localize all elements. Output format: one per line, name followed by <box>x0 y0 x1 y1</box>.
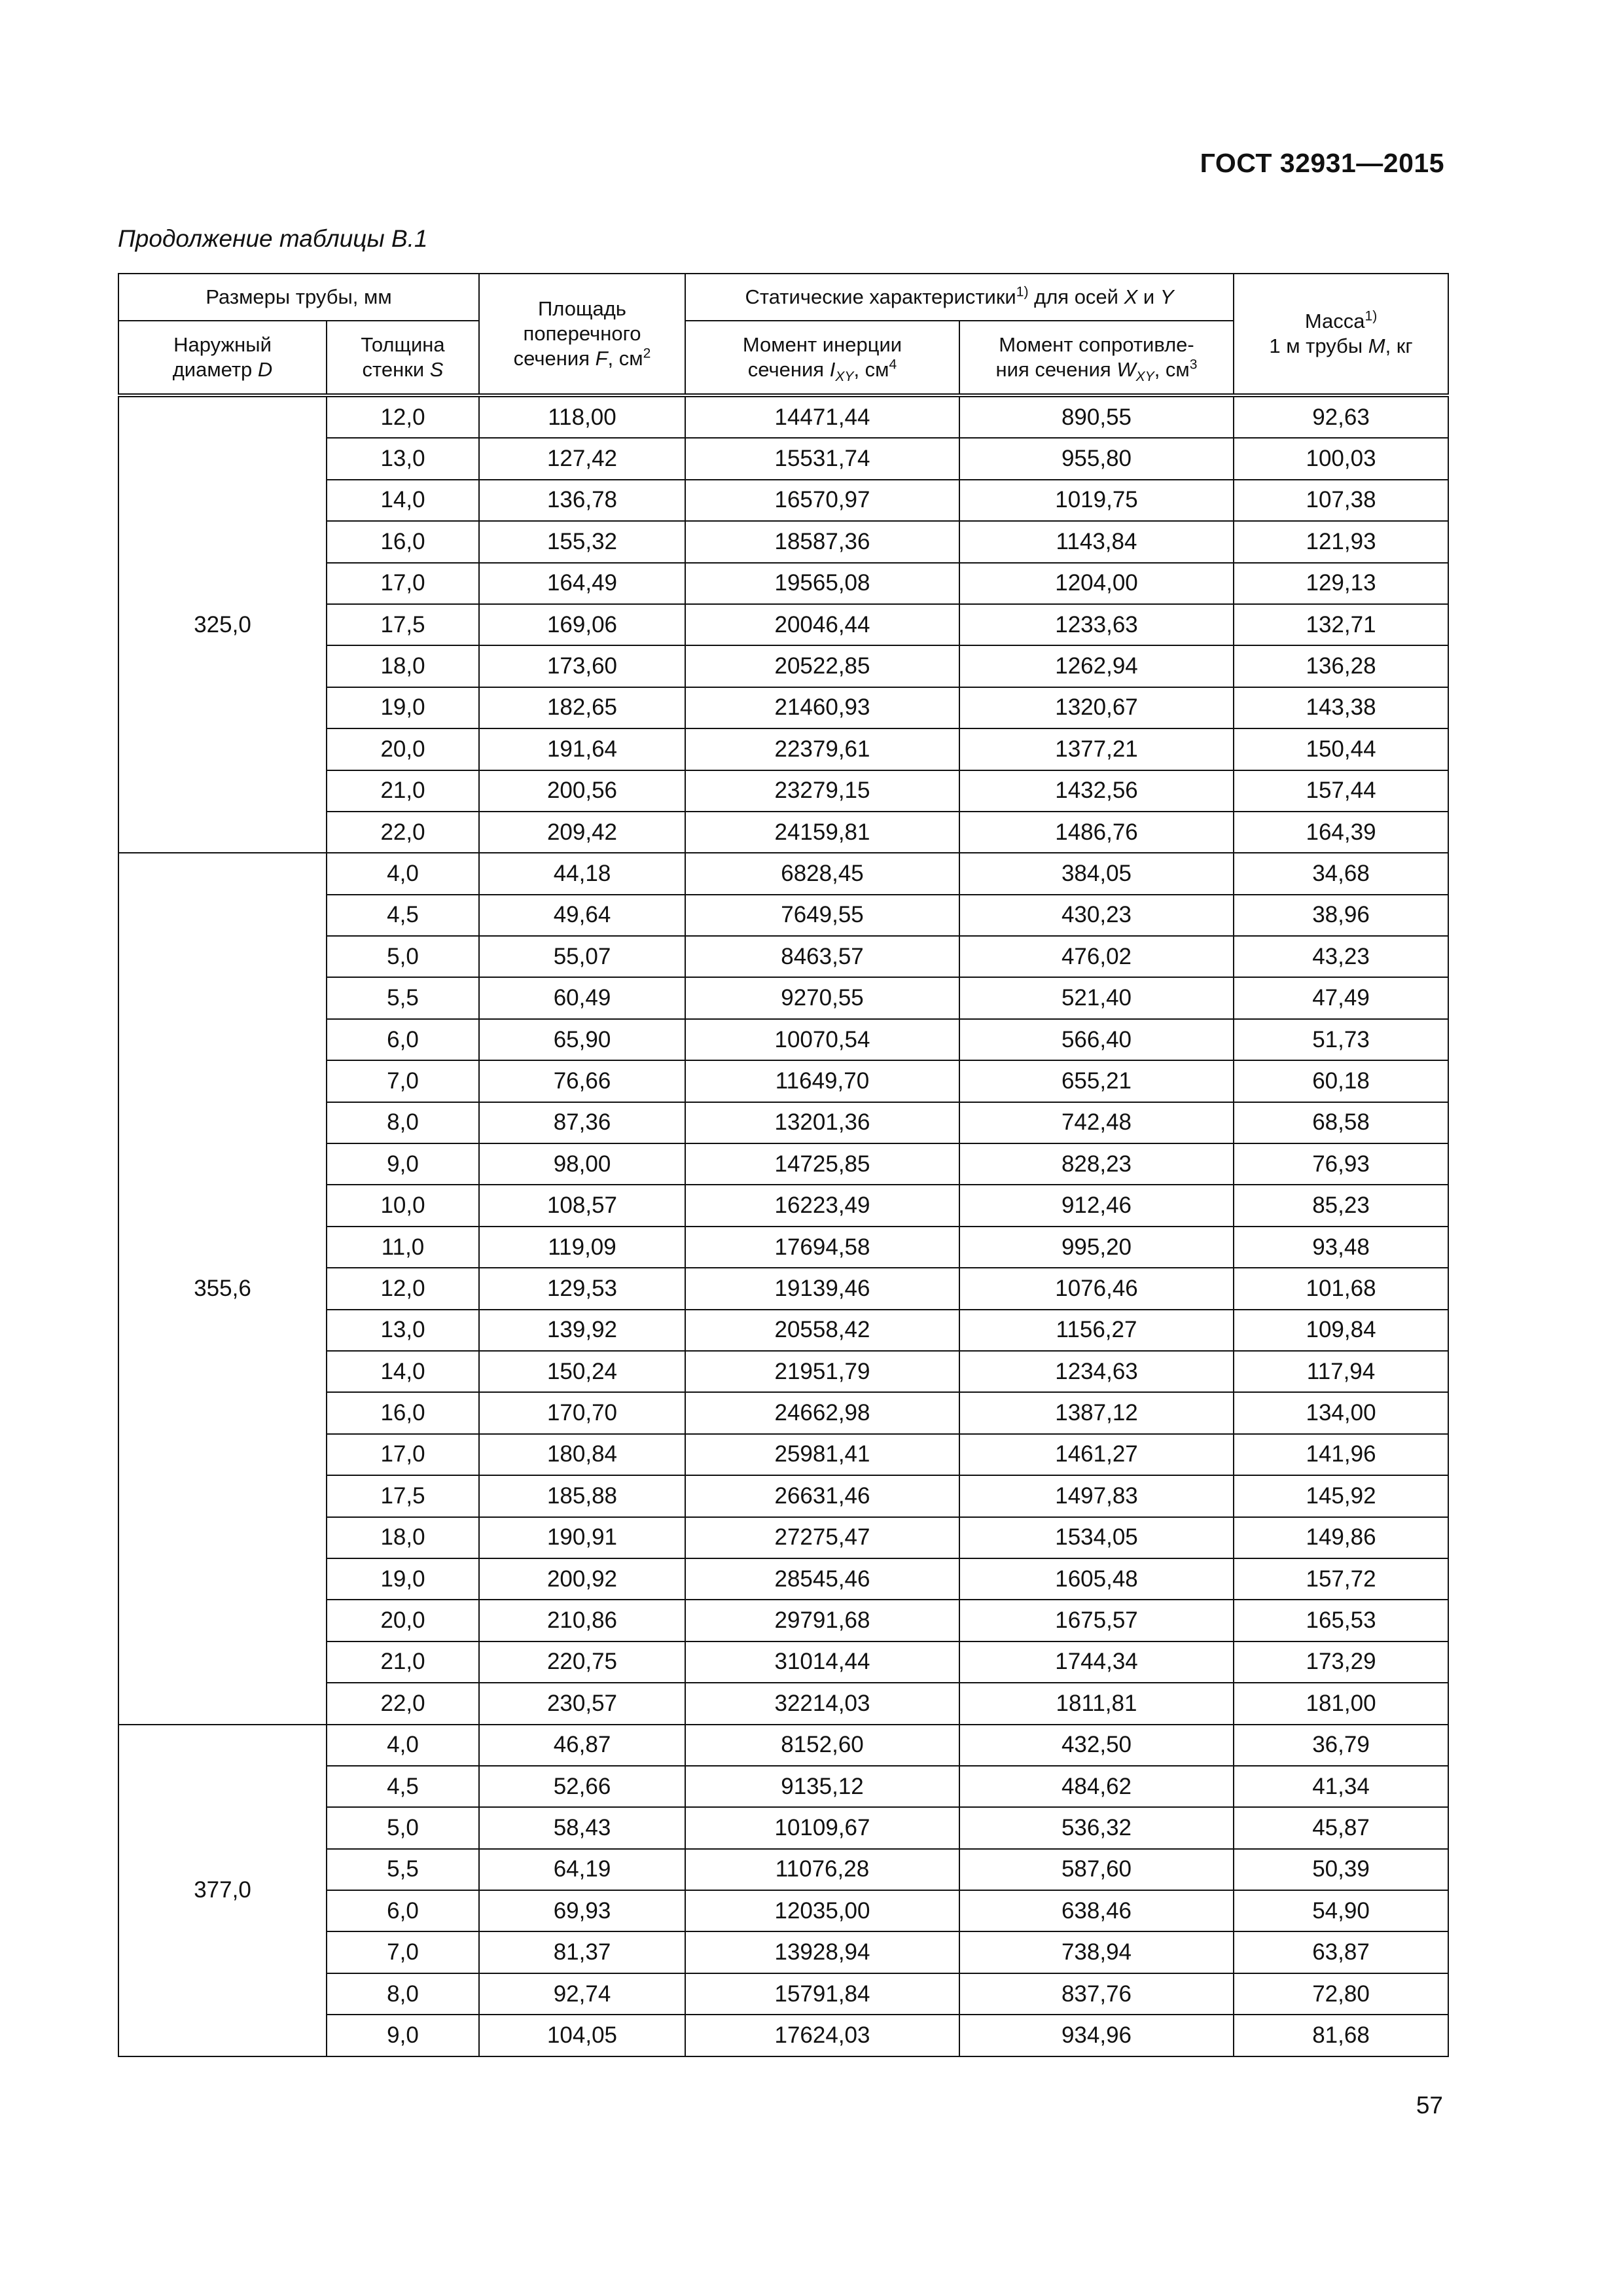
resist-sub: XY <box>1135 369 1154 385</box>
resistance-cell: 890,55 <box>959 395 1234 438</box>
static-middle: для осей <box>1028 285 1124 308</box>
area-cell: 81,37 <box>479 1931 685 1973</box>
header-wall-thickness <box>327 321 479 395</box>
inertia-cell: 27275,47 <box>685 1517 959 1558</box>
static-note: 1) <box>1016 284 1029 300</box>
wall-thickness-cell: 12,0 <box>327 395 479 438</box>
resistance-cell: 742,48 <box>959 1102 1234 1143</box>
area-cell: 46,87 <box>479 1725 685 1766</box>
resistance-cell: 1377,21 <box>959 728 1234 770</box>
wall-thickness-cell: 20,0 <box>327 728 479 770</box>
inertia-cell: 11076,28 <box>685 1849 959 1890</box>
inertia-cell: 32214,03 <box>685 1683 959 1724</box>
area-cell: 164,49 <box>479 563 685 604</box>
resistance-cell: 1811,81 <box>959 1683 1234 1724</box>
mass-cell: 81,68 <box>1234 2015 1448 2056</box>
header-mass <box>1234 274 1448 395</box>
area-cell: 65,90 <box>479 1019 685 1060</box>
area-unit: , см <box>607 347 643 370</box>
mass-cell: 157,72 <box>1234 1558 1448 1600</box>
wall-thickness-cell: 10,0 <box>327 1185 479 1226</box>
area-cell: 170,70 <box>479 1392 685 1433</box>
wall-thickness-cell: 21,0 <box>327 770 479 812</box>
wall-thickness-cell: 4,0 <box>327 853 479 894</box>
wall-thickness-cell: 11,0 <box>327 1227 479 1268</box>
resistance-cell: 384,05 <box>959 853 1234 894</box>
area-cell: 87,36 <box>479 1102 685 1143</box>
inertia-cell: 15531,74 <box>685 438 959 479</box>
wall-thickness-cell: 14,0 <box>327 1351 479 1392</box>
area-cell: 108,57 <box>479 1185 685 1226</box>
wall-thickness-cell: 5,0 <box>327 1807 479 1848</box>
wall-thickness-cell: 20,0 <box>327 1600 479 1641</box>
mass-cell: 50,39 <box>1234 1849 1448 1890</box>
resistance-cell: 430,23 <box>959 895 1234 936</box>
header-resistance <box>959 321 1234 395</box>
inertia-cell: 13928,94 <box>685 1931 959 1973</box>
header-outer-diameter <box>118 321 327 395</box>
inertia-cell: 28545,46 <box>685 1558 959 1600</box>
header-area <box>479 274 685 395</box>
diameter-line2: диаметр <box>172 358 253 381</box>
wall-thickness-cell: 12,0 <box>327 1268 479 1309</box>
resistance-cell: 1156,27 <box>959 1310 1234 1351</box>
mass-cell: 63,87 <box>1234 1931 1448 1973</box>
wall-thickness-cell: 19,0 <box>327 687 479 728</box>
page-number: 57 <box>1416 2092 1443 2119</box>
inertia-cell: 14471,44 <box>685 395 959 438</box>
wall-thickness-cell: 9,0 <box>327 2015 479 2056</box>
mass-cell: 157,44 <box>1234 770 1448 812</box>
resistance-cell: 1486,76 <box>959 812 1234 853</box>
resistance-cell: 1143,84 <box>959 521 1234 562</box>
mass-line1: Масса <box>1304 310 1365 332</box>
area-cell: 150,24 <box>479 1351 685 1392</box>
wall-thickness-cell: 17,5 <box>327 604 479 645</box>
inertia-cell: 17694,58 <box>685 1227 959 1268</box>
resistance-cell: 476,02 <box>959 936 1234 977</box>
wall-thickness-cell: 7,0 <box>327 1060 479 1102</box>
mass-cell: 36,79 <box>1234 1725 1448 1766</box>
wall-thickness-cell: 4,5 <box>327 1766 479 1807</box>
inertia-cell: 6828,45 <box>685 853 959 894</box>
inertia-line2: сечения <box>747 358 825 381</box>
resistance-cell: 1204,00 <box>959 563 1234 604</box>
mass-cell: 109,84 <box>1234 1310 1448 1351</box>
area-cell: 136,78 <box>479 480 685 521</box>
resistance-cell: 1534,05 <box>959 1517 1234 1558</box>
header-static <box>685 274 1234 321</box>
area-cell: 139,92 <box>479 1310 685 1351</box>
resistance-cell: 1019,75 <box>959 480 1234 521</box>
area-cell: 98,00 <box>479 1143 685 1185</box>
diameter-line1: Наружный <box>173 333 272 356</box>
table-row <box>118 1725 1448 1766</box>
wall-thickness-cell: 9,0 <box>327 1143 479 1185</box>
inertia-cell: 20046,44 <box>685 604 959 645</box>
mass-cell: 54,90 <box>1234 1890 1448 1931</box>
resist-unit: , см <box>1154 358 1190 381</box>
wall-thickness-cell: 19,0 <box>327 1558 479 1600</box>
resistance-cell: 521,40 <box>959 977 1234 1018</box>
area-cell: 190,91 <box>479 1517 685 1558</box>
resist-symbol: W <box>1116 358 1136 381</box>
inertia-cell: 23279,15 <box>685 770 959 812</box>
area-cell: 209,42 <box>479 812 685 853</box>
resistance-cell: 738,94 <box>959 1931 1234 1973</box>
area-cell: 230,57 <box>479 1683 685 1724</box>
outer-diameter-cell: 355,6 <box>118 853 327 1724</box>
inertia-cell: 24662,98 <box>685 1392 959 1433</box>
table-caption: Продолжение таблицы В.1 <box>118 225 428 252</box>
area-cell: 191,64 <box>479 728 685 770</box>
header-pipe-sizes-label: Размеры трубы, мм <box>205 285 392 308</box>
mass-cell: 173,29 <box>1234 1641 1448 1683</box>
resistance-cell: 587,60 <box>959 1849 1234 1890</box>
area-cell: 52,66 <box>479 1766 685 1807</box>
area-line3: сечения <box>513 347 590 370</box>
inertia-cell: 21460,93 <box>685 687 959 728</box>
inertia-cell: 10109,67 <box>685 1807 959 1848</box>
wall-thickness-cell: 5,5 <box>327 1849 479 1890</box>
mass-cell: 117,94 <box>1234 1351 1448 1392</box>
area-cell: 119,09 <box>479 1227 685 1268</box>
wall-thickness-cell: 21,0 <box>327 1641 479 1683</box>
resistance-cell: 1233,63 <box>959 604 1234 645</box>
inertia-cell: 21951,79 <box>685 1351 959 1392</box>
outer-diameter-cell: 377,0 <box>118 1725 327 2056</box>
wall-thickness-cell: 5,0 <box>327 936 479 977</box>
mass-cell: 101,68 <box>1234 1268 1448 1309</box>
mass-cell: 43,23 <box>1234 936 1448 977</box>
inertia-cell: 9270,55 <box>685 977 959 1018</box>
pipe-spec-table <box>118 273 1449 2057</box>
resistance-cell: 1432,56 <box>959 770 1234 812</box>
mass-cell: 143,38 <box>1234 687 1448 728</box>
wall-thickness-cell: 6,0 <box>327 1019 479 1060</box>
area-line1: Площадь <box>538 297 626 320</box>
wall-thickness-cell: 16,0 <box>327 521 479 562</box>
resistance-cell: 484,62 <box>959 1766 1234 1807</box>
mass-note: 1) <box>1364 308 1378 324</box>
table-header <box>118 274 1448 395</box>
resistance-cell: 1387,12 <box>959 1392 1234 1433</box>
inertia-cell: 8152,60 <box>685 1725 959 1766</box>
inertia-cell: 17624,03 <box>685 2015 959 2056</box>
header-pipe-sizes <box>118 274 479 321</box>
area-cell: 44,18 <box>479 853 685 894</box>
resistance-cell: 536,32 <box>959 1807 1234 1848</box>
inertia-cell: 19565,08 <box>685 563 959 604</box>
wall-thickness-cell: 4,0 <box>327 1725 479 1766</box>
inertia-cell: 14725,85 <box>685 1143 959 1185</box>
area-cell: 155,32 <box>479 521 685 562</box>
wall-thickness-cell: 5,5 <box>327 977 479 1018</box>
inertia-cell: 29791,68 <box>685 1600 959 1641</box>
mass-symbol: M <box>1368 334 1385 357</box>
resistance-cell: 566,40 <box>959 1019 1234 1060</box>
static-x: X <box>1124 285 1138 308</box>
resistance-cell: 1675,57 <box>959 1600 1234 1641</box>
area-cell: 200,56 <box>479 770 685 812</box>
mass-cell: 51,73 <box>1234 1019 1448 1060</box>
mass-cell: 165,53 <box>1234 1600 1448 1641</box>
mass-cell: 47,49 <box>1234 977 1448 1018</box>
diameter-symbol: D <box>257 358 273 381</box>
table-row <box>118 395 1448 438</box>
area-cell: 200,92 <box>479 1558 685 1600</box>
wall-thickness-cell: 17,0 <box>327 563 479 604</box>
mass-cell: 85,23 <box>1234 1185 1448 1226</box>
resistance-cell: 1744,34 <box>959 1641 1234 1683</box>
area-cell: 58,43 <box>479 1807 685 1848</box>
wall-thickness-cell: 22,0 <box>327 1683 479 1724</box>
wall-thickness-cell: 17,0 <box>327 1434 479 1475</box>
resistance-cell: 1320,67 <box>959 687 1234 728</box>
mass-cell: 145,92 <box>1234 1475 1448 1516</box>
inertia-cell: 19139,46 <box>685 1268 959 1309</box>
area-symbol: F <box>595 347 608 370</box>
resistance-cell: 1461,27 <box>959 1434 1234 1475</box>
inertia-symbol: I <box>829 358 836 381</box>
inertia-cell: 16570,97 <box>685 480 959 521</box>
area-cell: 64,19 <box>479 1849 685 1890</box>
inertia-cell: 15791,84 <box>685 1973 959 2015</box>
mass-cell: 60,18 <box>1234 1060 1448 1102</box>
mass-cell: 149,86 <box>1234 1517 1448 1558</box>
inertia-unit: , см <box>853 358 889 381</box>
mass-cell: 150,44 <box>1234 728 1448 770</box>
mass-cell: 45,87 <box>1234 1807 1448 1848</box>
wall-thickness-cell: 8,0 <box>327 1973 479 2015</box>
area-cell: 92,74 <box>479 1973 685 2015</box>
mass-cell: 72,80 <box>1234 1973 1448 2015</box>
static-prefix: Статические характеристики <box>745 285 1016 308</box>
mass-cell: 136,28 <box>1234 645 1448 687</box>
table-body <box>118 395 1448 2056</box>
resistance-cell: 655,21 <box>959 1060 1234 1102</box>
inertia-cell: 7649,55 <box>685 895 959 936</box>
resistance-cell: 1234,63 <box>959 1351 1234 1392</box>
area-line2: поперечного <box>523 322 641 345</box>
wall-thickness-cell: 17,5 <box>327 1475 479 1516</box>
mass-cell: 121,93 <box>1234 521 1448 562</box>
document-code: ГОСТ 32931—2015 <box>1200 148 1444 178</box>
mass-cell: 76,93 <box>1234 1143 1448 1185</box>
inertia-cell: 10070,54 <box>685 1019 959 1060</box>
inertia-cell: 11649,70 <box>685 1060 959 1102</box>
mass-cell: 164,39 <box>1234 812 1448 853</box>
mass-cell: 141,96 <box>1234 1434 1448 1475</box>
wall-thickness-cell: 7,0 <box>327 1931 479 1973</box>
inertia-cell: 13201,36 <box>685 1102 959 1143</box>
area-cell: 169,06 <box>479 604 685 645</box>
mass-cell: 68,58 <box>1234 1102 1448 1143</box>
inertia-line1: Момент инерции <box>742 333 902 356</box>
resistance-cell: 1497,83 <box>959 1475 1234 1516</box>
area-cell: 173,60 <box>479 645 685 687</box>
inertia-cell: 8463,57 <box>685 936 959 977</box>
inertia-cell: 12035,00 <box>685 1890 959 1931</box>
resistance-cell: 837,76 <box>959 1973 1234 2015</box>
mass-cell: 134,00 <box>1234 1392 1448 1433</box>
resistance-cell: 1262,94 <box>959 645 1234 687</box>
mass-cell: 107,38 <box>1234 480 1448 521</box>
wall-thickness-cell: 18,0 <box>327 645 479 687</box>
wall-thickness-cell: 22,0 <box>327 812 479 853</box>
mass-line2: 1 м трубы <box>1269 334 1363 357</box>
area-cell: 60,49 <box>479 977 685 1018</box>
inertia-cell: 26631,46 <box>685 1475 959 1516</box>
area-cell: 76,66 <box>479 1060 685 1102</box>
area-cell: 180,84 <box>479 1434 685 1475</box>
table-row <box>118 853 1448 894</box>
resistance-cell: 955,80 <box>959 438 1234 479</box>
area-cell: 210,86 <box>479 1600 685 1641</box>
area-cell: 55,07 <box>479 936 685 977</box>
area-cell: 104,05 <box>479 2015 685 2056</box>
resist-line2: ния сечения <box>995 358 1111 381</box>
mass-cell: 129,13 <box>1234 563 1448 604</box>
resistance-cell: 995,20 <box>959 1227 1234 1268</box>
resistance-cell: 912,46 <box>959 1185 1234 1226</box>
area-cell: 220,75 <box>479 1641 685 1683</box>
mass-cell: 100,03 <box>1234 438 1448 479</box>
mass-cell: 132,71 <box>1234 604 1448 645</box>
area-cell: 118,00 <box>479 395 685 438</box>
static-and: и <box>1137 285 1160 308</box>
inertia-cell: 9135,12 <box>685 1766 959 1807</box>
static-y: Y <box>1160 285 1174 308</box>
area-unit-exp: 2 <box>643 346 651 361</box>
header-inertia <box>685 321 959 395</box>
area-cell: 69,93 <box>479 1890 685 1931</box>
wall-thickness-cell: 14,0 <box>327 480 479 521</box>
resist-unit-exp: 3 <box>1189 357 1198 372</box>
inertia-cell: 31014,44 <box>685 1641 959 1683</box>
wall-thickness-cell: 13,0 <box>327 438 479 479</box>
area-cell: 185,88 <box>479 1475 685 1516</box>
area-cell: 127,42 <box>479 438 685 479</box>
inertia-cell: 24159,81 <box>685 812 959 853</box>
area-cell: 129,53 <box>479 1268 685 1309</box>
outer-diameter-cell: 325,0 <box>118 395 327 853</box>
wall-thickness-cell: 8,0 <box>327 1102 479 1143</box>
inertia-sub: XY <box>835 369 854 385</box>
inertia-cell: 25981,41 <box>685 1434 959 1475</box>
resistance-cell: 1076,46 <box>959 1268 1234 1309</box>
wall-thickness-cell: 6,0 <box>327 1890 479 1931</box>
area-cell: 182,65 <box>479 687 685 728</box>
mass-cell: 41,34 <box>1234 1766 1448 1807</box>
wall-symbol: S <box>429 358 444 381</box>
inertia-cell: 20558,42 <box>685 1310 959 1351</box>
mass-unit: , кг <box>1385 334 1413 357</box>
resistance-cell: 934,96 <box>959 2015 1234 2056</box>
inertia-unit-exp: 4 <box>889 357 897 372</box>
mass-cell: 34,68 <box>1234 853 1448 894</box>
wall-thickness-cell: 4,5 <box>327 895 479 936</box>
resistance-cell: 432,50 <box>959 1725 1234 1766</box>
inertia-cell: 22379,61 <box>685 728 959 770</box>
mass-cell: 181,00 <box>1234 1683 1448 1724</box>
mass-cell: 92,63 <box>1234 395 1448 438</box>
wall-line2: стенки <box>362 358 425 381</box>
resistance-cell: 638,46 <box>959 1890 1234 1931</box>
resistance-cell: 1605,48 <box>959 1558 1234 1600</box>
wall-thickness-cell: 18,0 <box>327 1517 479 1558</box>
wall-line1: Толщина <box>361 333 445 356</box>
mass-cell: 93,48 <box>1234 1227 1448 1268</box>
inertia-cell: 20522,85 <box>685 645 959 687</box>
wall-thickness-cell: 13,0 <box>327 1310 479 1351</box>
area-cell: 49,64 <box>479 895 685 936</box>
mass-cell: 38,96 <box>1234 895 1448 936</box>
resistance-cell: 828,23 <box>959 1143 1234 1185</box>
resist-line1: Момент сопротивле- <box>999 333 1194 356</box>
wall-thickness-cell: 16,0 <box>327 1392 479 1433</box>
inertia-cell: 16223,49 <box>685 1185 959 1226</box>
inertia-cell: 18587,36 <box>685 521 959 562</box>
